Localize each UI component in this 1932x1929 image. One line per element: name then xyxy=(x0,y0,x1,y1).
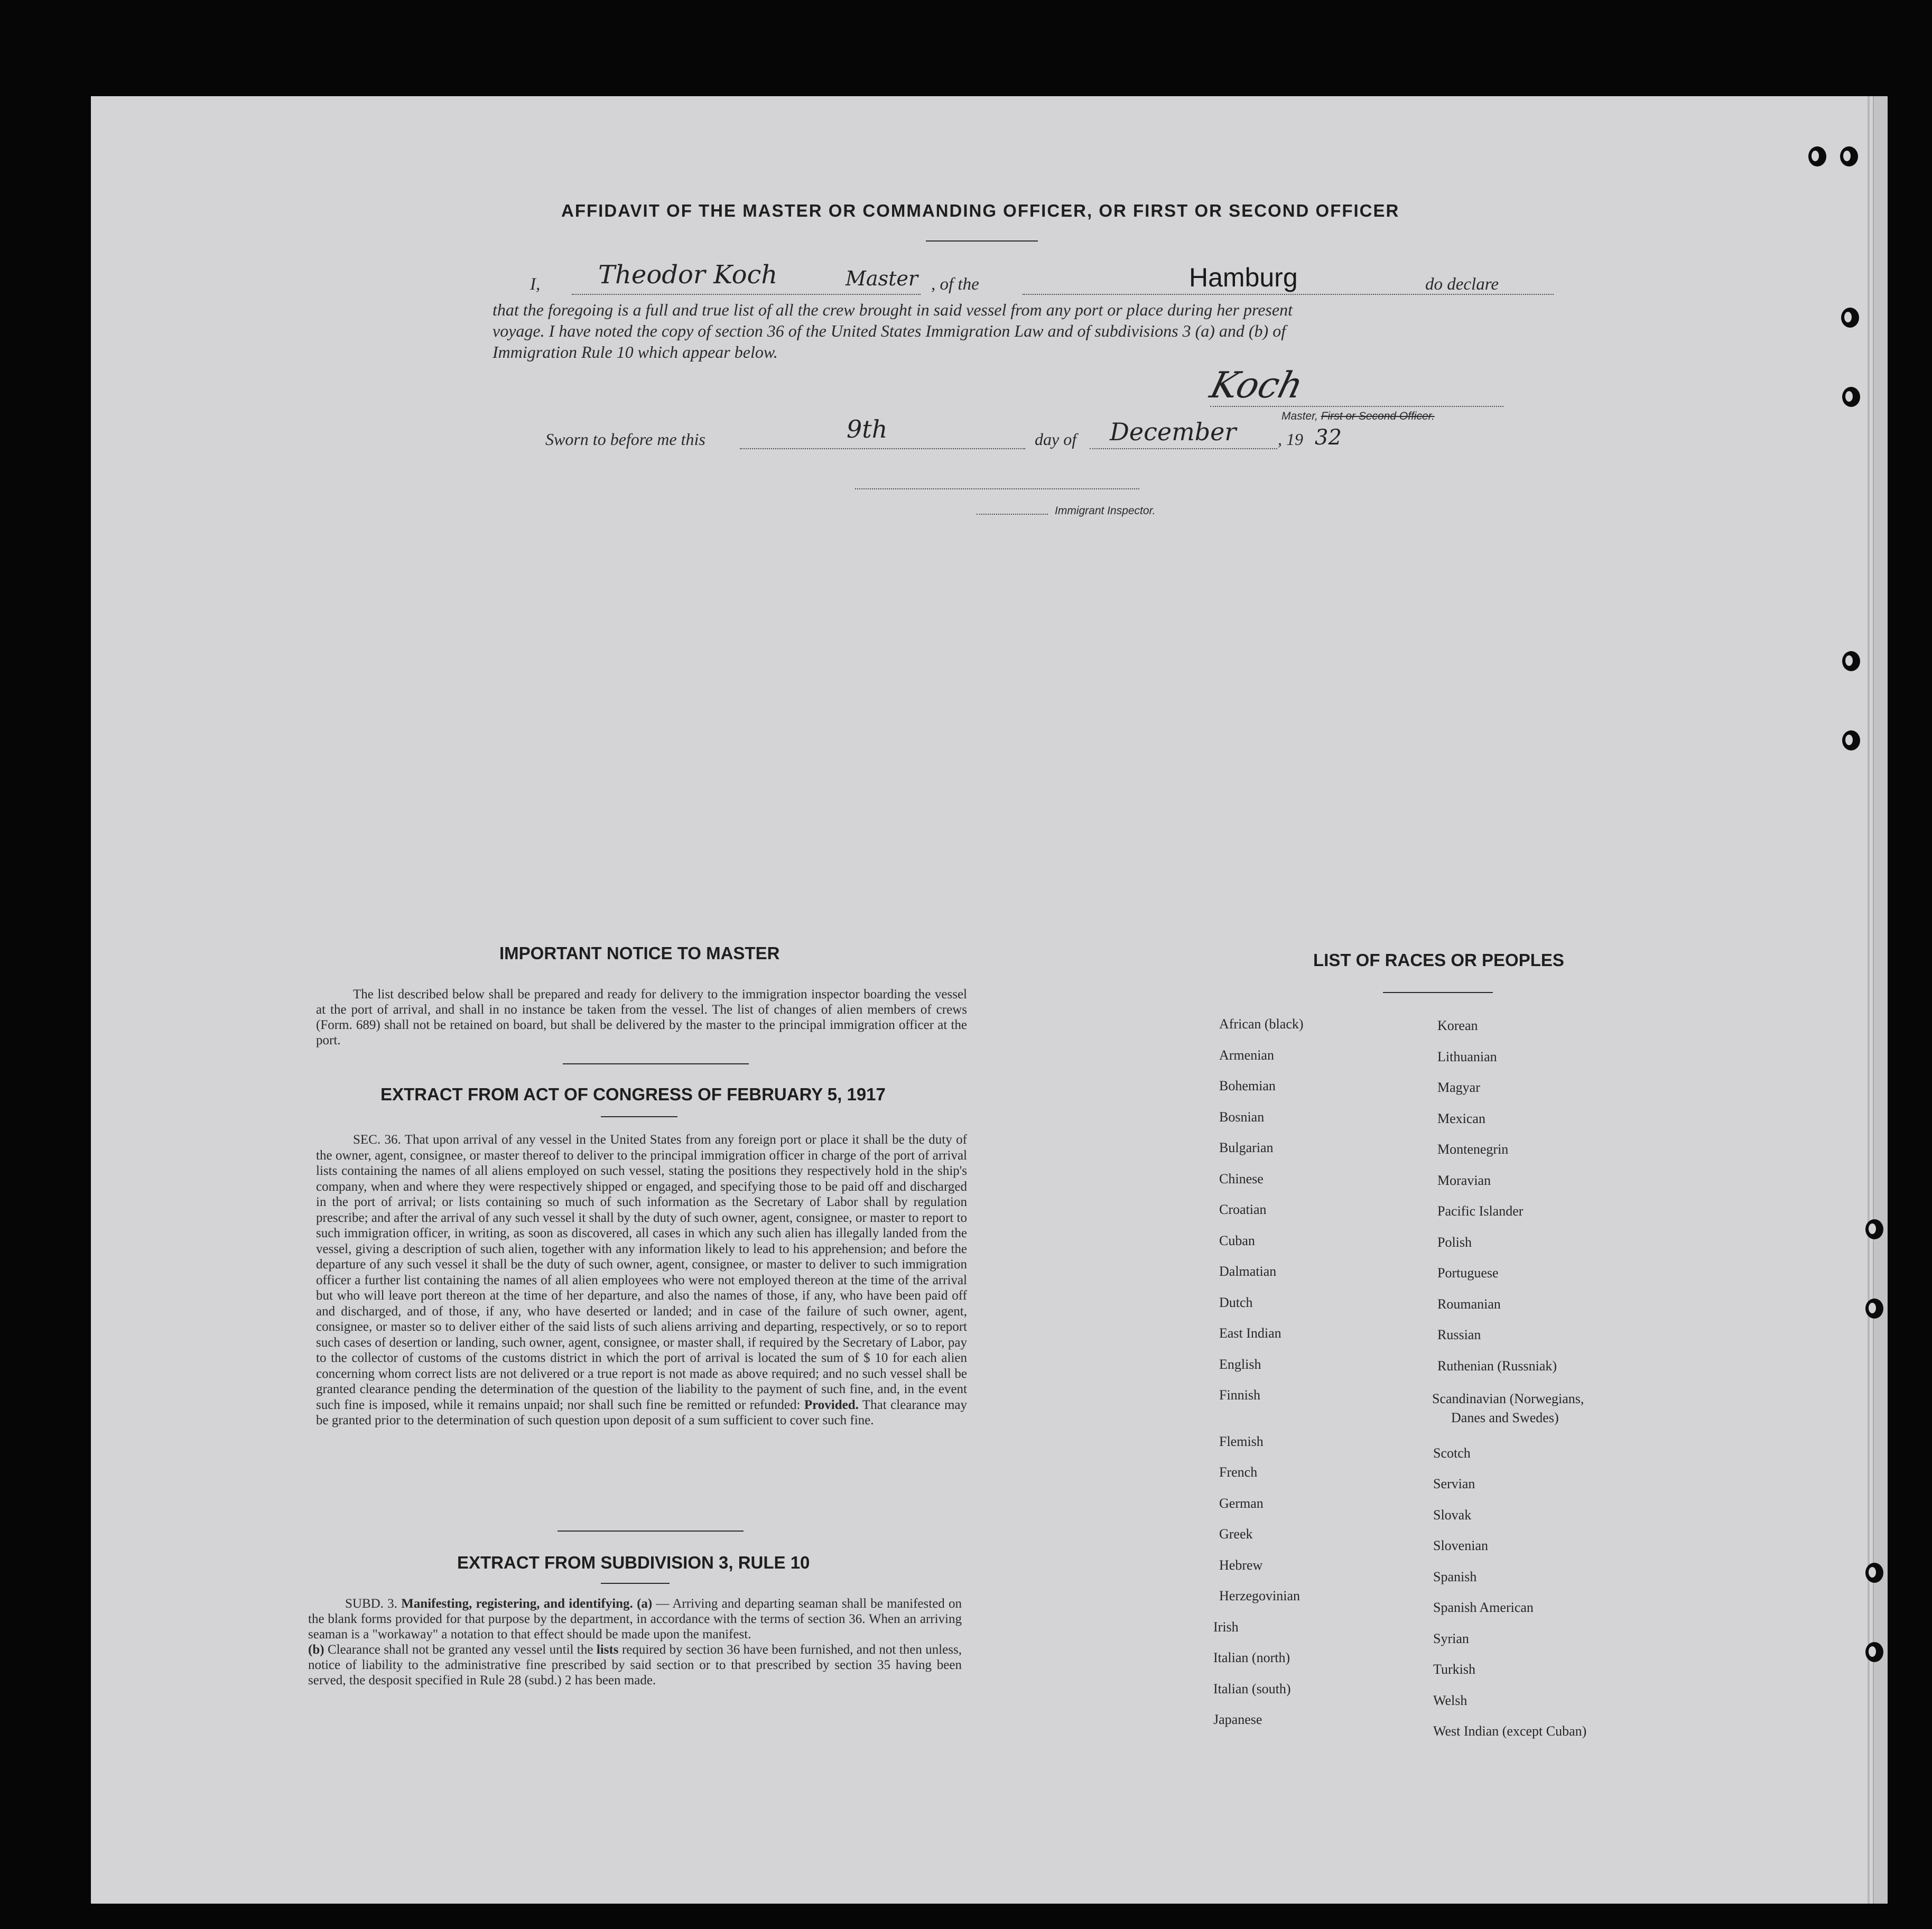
binder-hole-icon xyxy=(1842,730,1860,750)
rule-b-text1: Clearance shall not be granted any vessel until the xyxy=(327,1643,593,1657)
inspector-dotline-2 xyxy=(977,514,1048,515)
signer-title xyxy=(1281,410,1435,423)
page-edge-line xyxy=(1868,96,1870,1904)
race-item-left: Bohemian xyxy=(1219,1078,1276,1093)
affidavit-line-2: that the foregoing is a full and true list of all the crew brought in said vessel from any port or place during her present xyxy=(493,300,1293,319)
signer-struck-title: First or Second Officer. xyxy=(1321,410,1435,422)
affidavit-i-label: I, xyxy=(530,275,541,294)
rule-title: EXTRACT FROM SUBDIVISION 3, RULE 10 xyxy=(457,1553,810,1572)
day-of-label: day of xyxy=(1035,430,1077,449)
race-item-left: African (black) xyxy=(1219,1016,1304,1032)
year-handwritten: 32 xyxy=(1315,425,1342,450)
race-item-left: German xyxy=(1219,1496,1264,1511)
race-item-right: Korean xyxy=(1437,1018,1478,1033)
race-item-right: Russian xyxy=(1437,1327,1481,1342)
act-paragraph xyxy=(316,1132,967,1429)
race-item-left: Chinese xyxy=(1219,1171,1264,1186)
race-item-left: Irish xyxy=(1213,1619,1239,1635)
rule-text xyxy=(308,1596,962,1688)
act-divider xyxy=(601,1116,677,1117)
act-text-before: SEC. 36. That upon arrival of any vessel in the United States from any foreign port or place it shall be the duty of the owner, agent, consignee, or master thereof to deliver to the principal immigration officer in charge of the port of arrival lists containing the names of all aliens employed on such vessel, stating the positions they respectively hold in the ship's company, when and where they were respectively shipped or engaged, and specifying those to be paid off and discharged in the port of arrival; or lists containing so much of such information as the Secretary of Labor shall by regulation prescribe; and after the arrival of any such vessel it shall by the duty of such owner, agent, consignee, or master to report to such immigration officer, in writing, as soon as discovered, all cases in which any such alien has illegally landed from the vessel, giving a description of such alien, together with any information likely to lead to his apprehension; and before the departure of any such vessel it shall be the duty of such owner, agent, consignee, or master to deliver to such immigration officer a further list containing the names of all alien employees who were not employed thereon at the time of the arrival but who will leave port thereon at the time of her departure, and also the names of those, if any, who have been paid off and discharged, and of those, if any, who have deserted or landed; and in case of the failure of such owner, agent, consignee, or master so to deliver either of the said lists of such aliens arriving and departing, respectively, or so to report such cases of desertion or landing, such owner, agent, consignee, or master shall, if required by the Secretary of Labor, pay to the collector of customs of the customs district in which the port of arrival is located the sum of $ 10 for each alien concerning whom correct lists are not delivered or a true report is not made as above required; and no such vessel shall be granted clearance pending the determination of the question of the liability to the payment of such fine, and, in the event such fine is imposed, while it remains unpaid; nor shall such fine be remitted or refunded: xyxy=(316,1133,967,1412)
race-item-left: Flemish xyxy=(1219,1434,1264,1449)
race-item-right: West Indian (except Cuban) xyxy=(1433,1723,1587,1739)
rule-subd: SUBD. 3. xyxy=(345,1597,397,1611)
race-item-right: Scandinavian (Norwegians, xyxy=(1432,1391,1584,1406)
race-item-left: Hebrew xyxy=(1219,1557,1263,1573)
race-item-right: Danes and Swedes) xyxy=(1451,1410,1559,1425)
signature-dotline xyxy=(1210,406,1503,407)
rule-paragraph-a xyxy=(308,1596,962,1642)
race-item-left: Croatian xyxy=(1219,1202,1267,1217)
notice-text xyxy=(316,987,967,1048)
rule-paragraph-b xyxy=(308,1642,962,1688)
act-text-after: That clearance may be granted prior to the determination of such question upon deposit of a sum sufficient to cover such fine. xyxy=(316,1397,967,1427)
race-item-left: Bulgarian xyxy=(1219,1140,1274,1155)
act-text xyxy=(316,1132,967,1429)
page-edge xyxy=(1873,96,1888,1904)
sworn-day-handwritten: 9th xyxy=(847,415,888,443)
binder-hole-icon xyxy=(1841,308,1859,328)
race-item-right: Ruthenian (Russniak) xyxy=(1437,1358,1557,1374)
rule-divider xyxy=(601,1583,670,1584)
race-item-right: Polish xyxy=(1437,1235,1472,1250)
race-item-right: Magyar xyxy=(1437,1080,1480,1095)
notice-divider xyxy=(563,1063,749,1064)
race-item-left: French xyxy=(1219,1464,1258,1480)
binder-hole-icon xyxy=(1842,651,1860,671)
race-item-left: East Indian xyxy=(1219,1325,1281,1341)
race-item-left: Herzegovinian xyxy=(1219,1588,1301,1603)
act-end-divider xyxy=(558,1531,744,1532)
binder-hole-icon xyxy=(1865,1219,1883,1239)
signer-prefix: Master, xyxy=(1281,410,1318,422)
races-title: LIST OF RACES OR PEOPLES xyxy=(1313,950,1564,970)
rule-b-text2: required by section 36 have been furnished, and not then unless, notice of liability to the administrative fine prescribed by said section or to that prescribed by section 35 having been served, the desposit specified in Rule 28 (subd.) 2 has been made. xyxy=(308,1643,962,1687)
rule-subd-title: Manifesting, registering, and identifying. xyxy=(401,1597,633,1611)
rule-a-text: — Arriving and departing seaman shall be manifested on the blank forms provided for that purpose by the department, in accordance with the terms of section 36. When an arriving seaman is a "workaway" a notation to that effect should be made upon the manifest. xyxy=(308,1597,962,1641)
of-the-label: , of the xyxy=(931,275,979,294)
race-item-left: Finnish xyxy=(1219,1387,1261,1403)
sworn-month-dotline xyxy=(1090,448,1277,449)
binder-hole-icon xyxy=(1842,387,1860,407)
race-item-left: Italian (south) xyxy=(1213,1681,1291,1696)
binder-hole-icon xyxy=(1840,146,1858,166)
inspector-label: Immigrant Inspector. xyxy=(1055,505,1156,517)
inspector-dotline-1 xyxy=(855,488,1139,489)
race-item-left: Japanese xyxy=(1213,1712,1262,1727)
race-item-right: Moravian xyxy=(1437,1173,1491,1188)
notice-title: IMPORTANT NOTICE TO MASTER xyxy=(499,943,780,963)
sworn-label: Sworn to before me this xyxy=(545,430,705,449)
race-item-right: Montenegrin xyxy=(1437,1142,1509,1157)
race-item-right: Lithuanian xyxy=(1437,1049,1497,1064)
race-item-left: Italian (north) xyxy=(1213,1650,1290,1665)
race-item-left: Armenian xyxy=(1219,1047,1274,1063)
rank-handwritten: Master xyxy=(846,267,918,290)
race-item-left: Dutch xyxy=(1219,1295,1253,1310)
rule-a-label: (a) xyxy=(637,1597,653,1611)
rule-b-lists: lists xyxy=(596,1643,619,1657)
race-item-left: English xyxy=(1219,1357,1261,1372)
race-item-right: Spanish American xyxy=(1433,1600,1534,1615)
race-item-right: Turkish xyxy=(1433,1662,1475,1677)
race-item-right: Roumanian xyxy=(1437,1296,1501,1312)
race-item-right: Servian xyxy=(1433,1476,1475,1491)
master-signature: Koch xyxy=(1206,365,1307,406)
race-item-right: Syrian xyxy=(1433,1631,1469,1646)
race-item-left: Greek xyxy=(1219,1526,1253,1542)
title-divider xyxy=(926,240,1038,242)
binder-hole-icon xyxy=(1865,1642,1883,1662)
rule-b-label: (b) xyxy=(308,1643,324,1657)
sworn-day-dotline xyxy=(740,448,1025,449)
race-item-right: Scotch xyxy=(1433,1445,1471,1461)
race-item-right: Welsh xyxy=(1433,1693,1467,1708)
notice-paragraph: The list described below shall be prepared and ready for delivery to the immigration inspector boarding the vessel at the port of arrival, and shall in no instance be taken from the vessel. The list of changes of alien members of crews (Form. 689) shall not be retained on board, but shall be delivered by the master to the principal immigration officer at the port. xyxy=(316,987,967,1047)
affidavit-line-3: voyage. I have noted the copy of section 36 of the United States Immigration Law and of subdivisions 3 (a) and (b) of xyxy=(493,321,1286,340)
binder-hole-icon xyxy=(1865,1563,1883,1583)
year-prefix: , 19 xyxy=(1278,430,1303,449)
master-name-handwritten: Theodor Koch xyxy=(598,260,778,290)
races-divider xyxy=(1383,992,1493,993)
race-item-left: Bosnian xyxy=(1219,1109,1265,1125)
race-item-right: Portuguese xyxy=(1437,1265,1499,1281)
binder-hole-icon xyxy=(1808,146,1826,166)
affidavit-title: AFFIDAVIT OF THE MASTER OR COMMANDING OFFICER, OR FIRST OR SECOND OFFICER xyxy=(561,201,1400,220)
race-item-right: Pacific Islander xyxy=(1437,1203,1524,1219)
affidavit-line-4: Immigration Rule 10 which appear below. xyxy=(493,342,778,361)
name-dotline xyxy=(572,294,921,295)
race-item-left: Cuban xyxy=(1219,1233,1255,1248)
race-item-right: Mexican xyxy=(1437,1111,1485,1126)
race-item-right: Slovenian xyxy=(1433,1538,1488,1553)
race-item-right: Spanish xyxy=(1433,1569,1477,1584)
do-declare-label: do declare xyxy=(1425,275,1499,294)
race-item-left: Dalmatian xyxy=(1219,1264,1277,1279)
vessel-name-stamp: Hamburg xyxy=(1189,263,1298,292)
race-item-right: Slovak xyxy=(1433,1507,1472,1523)
act-title: EXTRACT FROM ACT OF CONGRESS OF FEBRUARY 5, 1917 xyxy=(380,1084,886,1104)
binder-hole-icon xyxy=(1865,1299,1883,1319)
act-provided: Provided. xyxy=(804,1397,859,1412)
sworn-month-handwritten: December xyxy=(1110,418,1237,446)
